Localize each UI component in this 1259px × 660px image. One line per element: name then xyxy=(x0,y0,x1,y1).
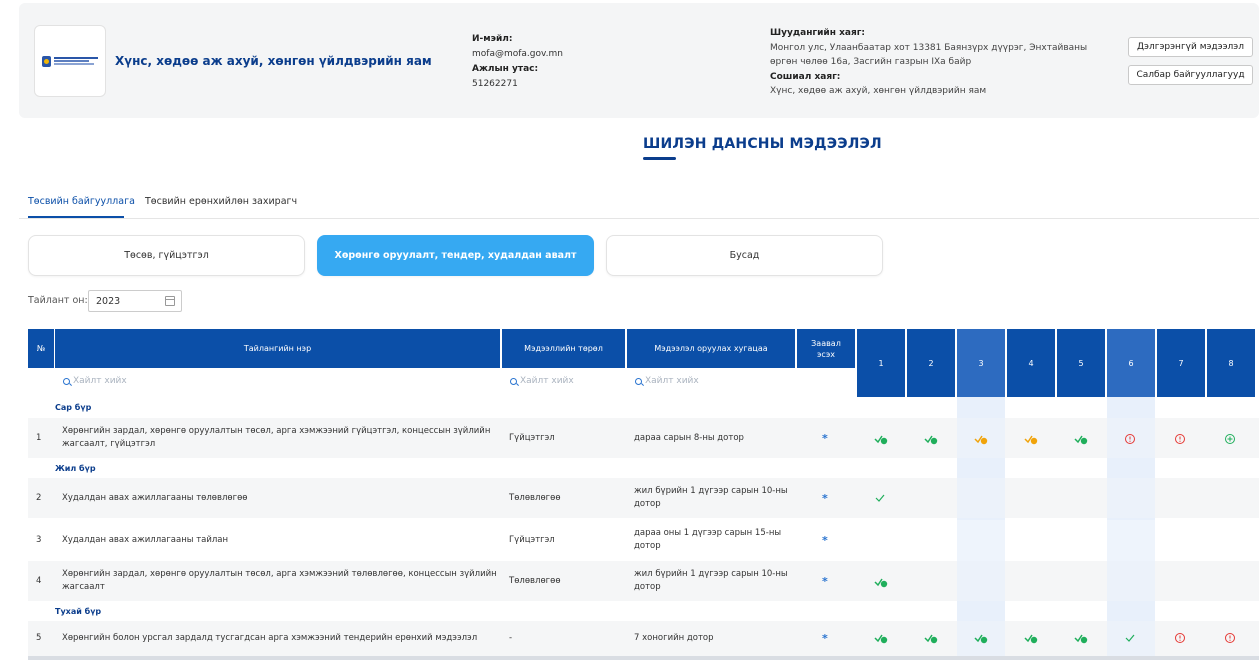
header-deadline: Мэдээлэл оруулах хугацаа xyxy=(627,329,795,368)
header-required: Заавал эсэх xyxy=(797,329,855,368)
row-number: 4 xyxy=(36,576,42,586)
group-each-time: Тухай бүр xyxy=(55,607,102,616)
deadline-search-input[interactable]: Хайлт хийх xyxy=(635,376,699,386)
group-monthly: Сар бүр xyxy=(55,403,92,412)
header-month-1: 1 xyxy=(857,329,905,397)
check-clock-orange-icon[interactable] xyxy=(974,433,988,445)
required-mark: * xyxy=(822,632,828,645)
deadline: жил бүрийн 1 дүгээр сарын 10-ны дотор xyxy=(634,569,788,592)
search-icon xyxy=(510,378,517,385)
report-name[interactable]: Худалдан авах ажиллагааны тайлан xyxy=(62,535,229,545)
deadline: жил бүрийн 1 дүгээр сарын 10-ны дотор xyxy=(634,486,788,509)
social-label: Сошиал хаяг: xyxy=(770,71,841,82)
table-bottom-border xyxy=(28,656,1259,660)
name-search-input[interactable]: Хайлт хийх xyxy=(63,376,127,386)
header-report-name: Тайлангийн нэр xyxy=(55,329,500,368)
year-picker[interactable] xyxy=(88,290,182,312)
header-month-5: 5 xyxy=(1057,329,1105,397)
info-type: Гүйцэтгэл xyxy=(509,433,555,443)
tab-budget-organization[interactable]: Төсвийн байгууллага xyxy=(28,196,135,207)
branches-button[interactable]: Салбар байгууллагууд xyxy=(1128,65,1253,85)
check-clock-green-icon[interactable] xyxy=(1074,632,1088,644)
check-icon[interactable] xyxy=(1124,632,1138,644)
search-icon xyxy=(63,378,70,385)
report-name[interactable]: Хөрөнгийн болон урсгал зардалд тусгагдсан арга хэмжээний тендерийн ерөнхий мэдээлэл xyxy=(62,633,478,643)
header-month-4: 4 xyxy=(1007,329,1055,397)
report-name[interactable]: Худалдан авах ажиллагааны төлөвлөгөө xyxy=(62,493,248,503)
contact-info xyxy=(472,32,563,92)
check-clock-green-icon[interactable] xyxy=(974,632,988,644)
category-budget-button[interactable]: Төсөв, гүйцэтгэл xyxy=(28,235,305,276)
check-clock-green-icon[interactable] xyxy=(874,632,888,644)
address-value: Монгол улс, Улаанбаатар хот 13381 Баянзүрх дүүрэг, Энхтайваны өргөн чөлөө 16а, Засгийн газрын IXа байр xyxy=(770,42,1088,67)
check-clock-green-icon[interactable] xyxy=(874,433,888,445)
organization-header xyxy=(19,3,1259,118)
required-mark: * xyxy=(822,575,828,588)
category-other-button[interactable]: Бусад xyxy=(606,235,883,276)
check-clock-green-icon[interactable] xyxy=(924,433,938,445)
header-info-type: Мэдээллийн төрөл xyxy=(502,329,625,368)
group-yearly: Жил бүр xyxy=(55,464,96,473)
plus-circle-icon[interactable] xyxy=(1224,433,1238,445)
active-tab-indicator xyxy=(28,216,124,218)
tabs-divider xyxy=(19,218,1259,219)
error-icon[interactable] xyxy=(1124,433,1138,445)
page-title: ШИЛЭН ДАНСНЫ МЭДЭЭЛЭЛ xyxy=(643,136,882,152)
error-icon[interactable] xyxy=(1174,433,1188,445)
email-value[interactable]: mofa@mofa.gov.mn xyxy=(472,49,563,59)
check-clock-green-icon[interactable] xyxy=(1024,632,1038,644)
ministry-logo xyxy=(34,25,106,97)
check-clock-orange-icon[interactable] xyxy=(1024,433,1038,445)
info-type: Гүйцэтгэл xyxy=(509,535,555,545)
error-icon[interactable] xyxy=(1174,632,1188,644)
required-mark: * xyxy=(822,492,828,505)
year-value: 2023 xyxy=(96,295,121,307)
header-month-2: 2 xyxy=(907,329,955,397)
address-info xyxy=(770,26,1110,99)
error-icon[interactable] xyxy=(1224,632,1238,644)
report-name[interactable]: Хөрөнгийн зардал, хөрөнгө оруулалтын төсөл, арга хэмжээний төлөвлөгөө, концессын зүйлийн жагсаалт xyxy=(62,569,497,592)
email-label: И-мэйл: xyxy=(472,34,513,44)
deadline: 7 хоногийн дотор xyxy=(634,633,714,643)
report-name[interactable]: Хөрөнгийн зардал, хөрөнгө оруулалтын төсөл, арга хэмжээний гүйцэтгэл, концессын зүйлийн жагсаалт, гүйцэтгэл xyxy=(62,426,491,449)
required-mark: * xyxy=(822,432,828,445)
organization-name: Хүнс, хөдөө аж ахуй, хөнгөн үйлдвэрийн яам xyxy=(115,54,432,68)
phone-label: Ажлын утас: xyxy=(472,64,539,74)
details-button[interactable]: Дэлгэрэнгүй мэдээлэл xyxy=(1128,37,1253,57)
header-month-3: 3 xyxy=(957,329,1005,397)
header-month-6: 6 xyxy=(1107,329,1155,397)
check-clock-green-icon[interactable] xyxy=(1074,433,1088,445)
type-search-input[interactable]: Хайлт хийх xyxy=(510,376,574,386)
search-icon xyxy=(635,378,642,385)
required-mark: * xyxy=(822,534,828,547)
header-month-7: 7 xyxy=(1157,329,1205,397)
phone-value: 51262271 xyxy=(472,79,518,89)
social-value[interactable]: Хүнс, хөдөө аж ахуй, хөнгөн үйлдвэрийн яам xyxy=(770,86,987,96)
address-label: Шуудангийн хаяг: xyxy=(770,28,866,38)
row-number: 1 xyxy=(36,433,42,443)
header-month-8: 8 xyxy=(1207,329,1255,397)
check-clock-green-icon[interactable] xyxy=(924,632,938,644)
row-number: 5 xyxy=(36,633,42,643)
check-clock-green-icon[interactable] xyxy=(874,576,888,588)
tab-budget-governor[interactable]: Төсвийн ерөнхийлөн захирагч xyxy=(145,196,298,207)
calendar-icon xyxy=(165,296,175,306)
header-number: № xyxy=(28,329,54,368)
check-icon[interactable] xyxy=(874,492,888,504)
info-type: Төлөвлөгөө xyxy=(509,493,561,503)
info-type: Төлөвлөгөө xyxy=(509,576,561,586)
deadline: дараа сарын 8-ны дотор xyxy=(634,433,744,443)
row-number: 2 xyxy=(36,493,42,503)
info-type: - xyxy=(509,633,513,643)
year-label: Тайлант он: xyxy=(28,295,88,306)
category-investment-button[interactable]: Хөрөнгө оруулалт, тендер, худалдан авалт xyxy=(317,235,594,276)
deadline: дараа оны 1 дүгээр сарын 15-ны дотор xyxy=(634,528,782,551)
row-number: 3 xyxy=(36,535,42,545)
title-underline xyxy=(643,157,676,160)
